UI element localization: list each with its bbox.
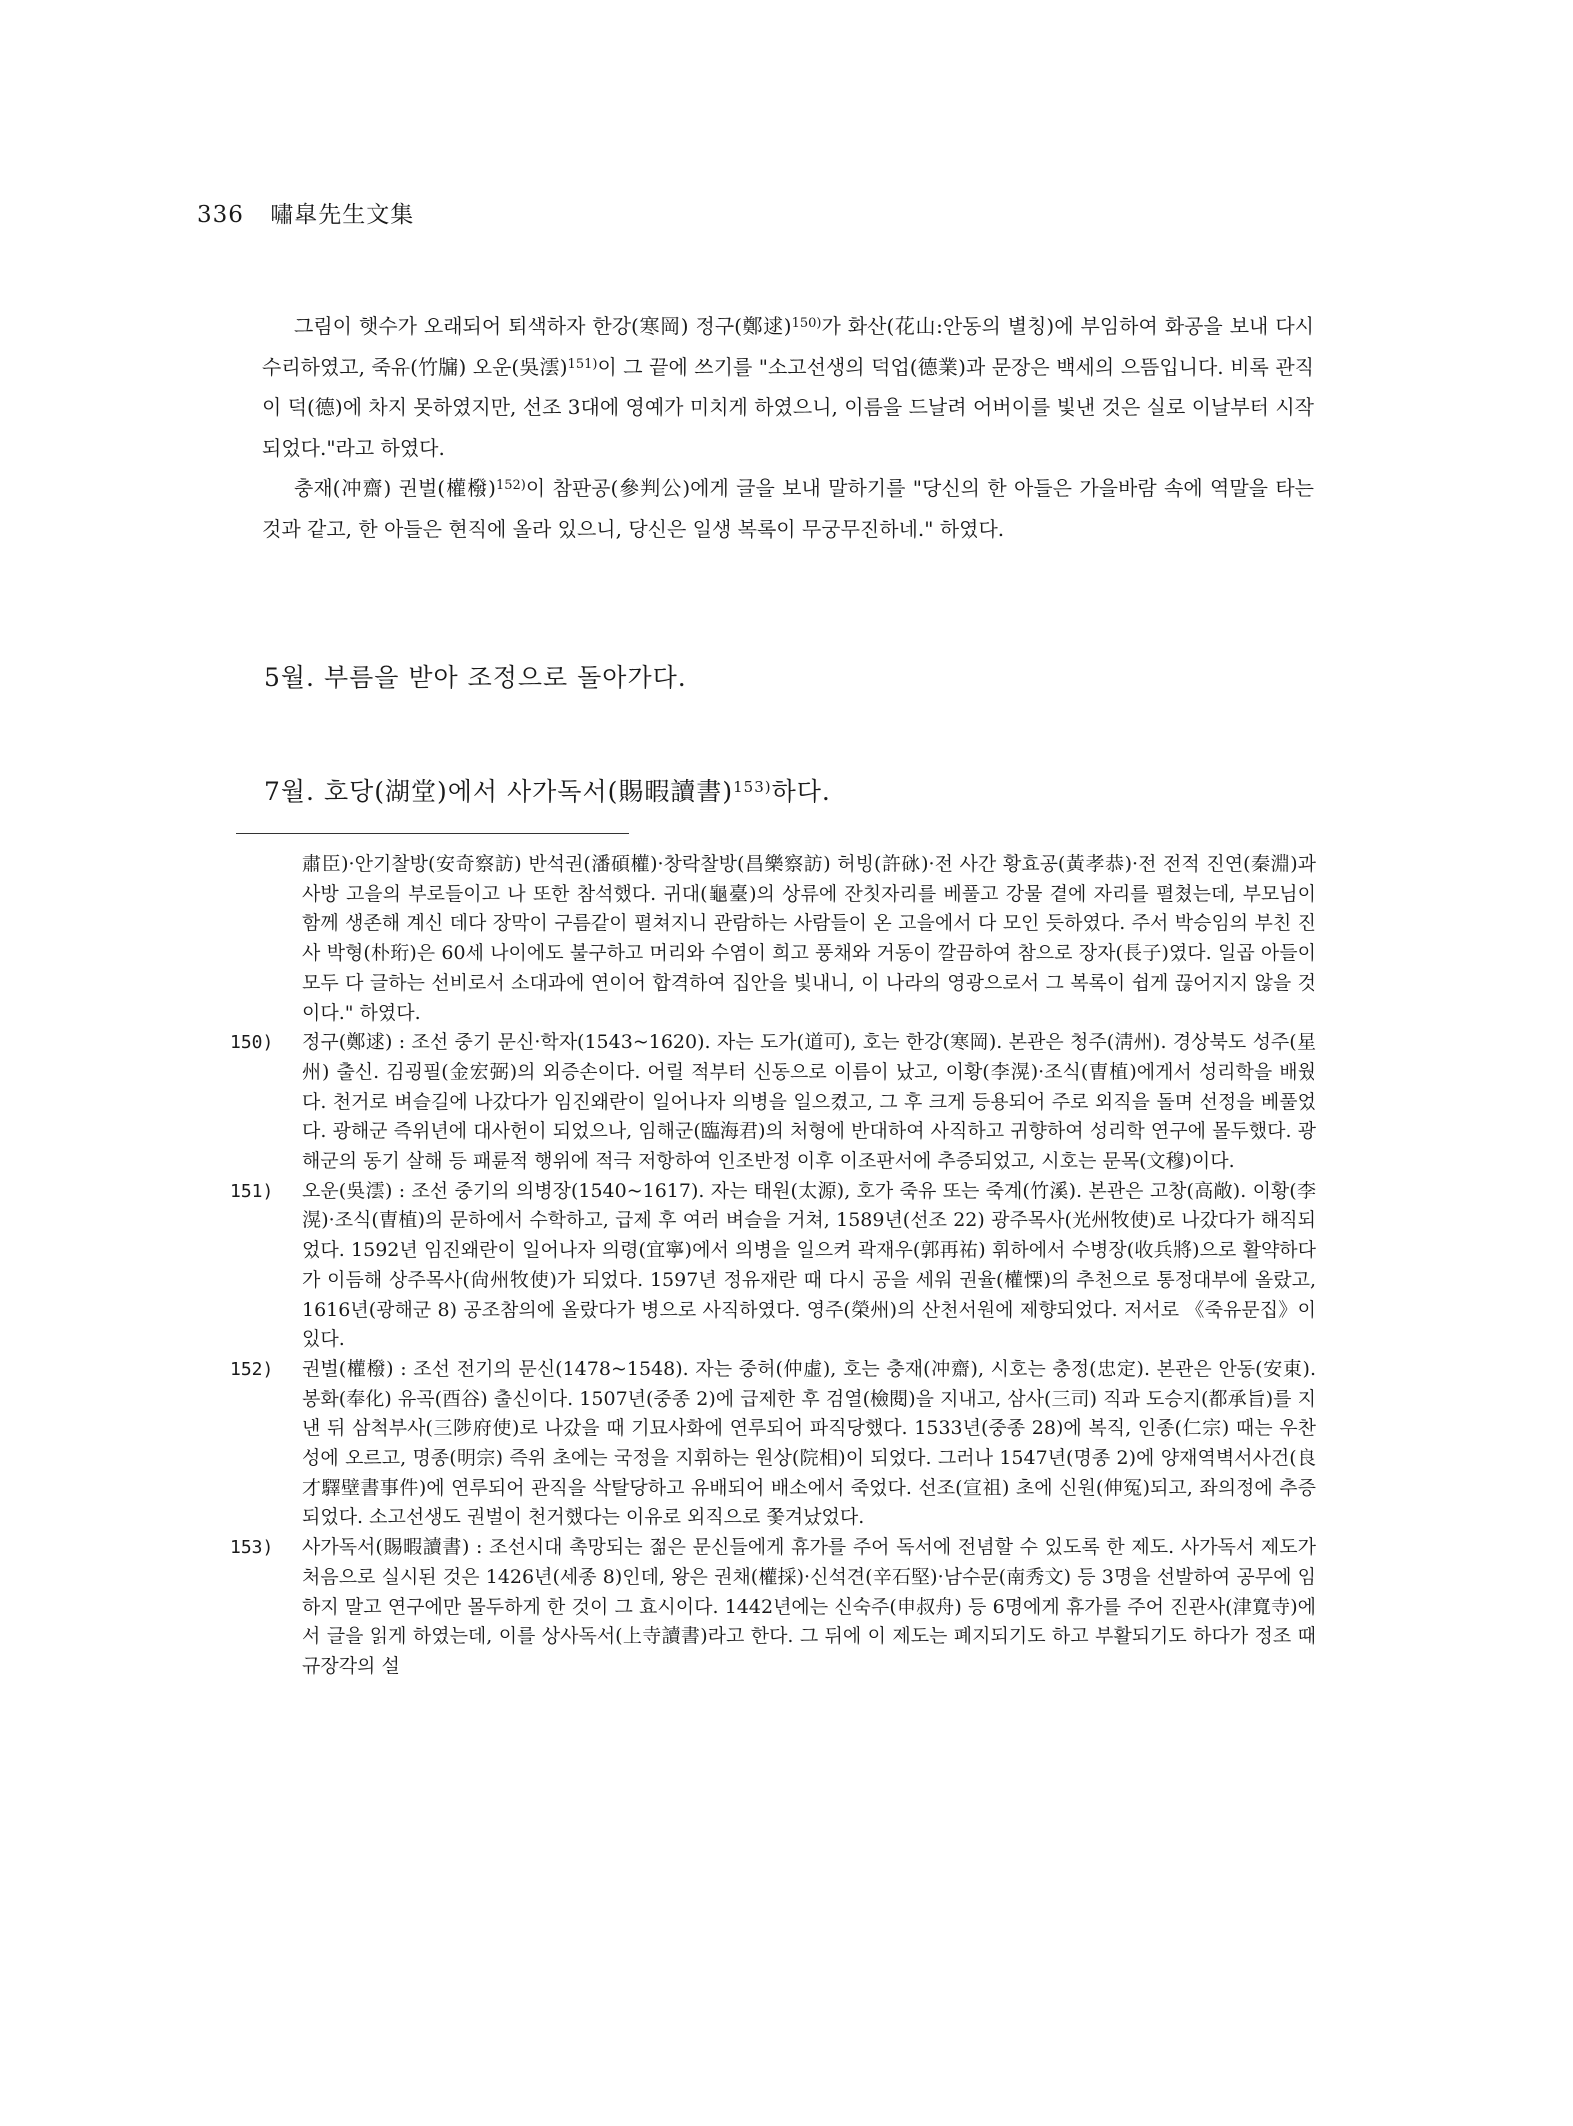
body-paragraph xyxy=(262,306,1314,468)
footnote-ref-151: 151) xyxy=(567,356,598,372)
footnote-ref-153: 153) xyxy=(733,778,772,796)
main-text xyxy=(262,306,1314,549)
footnote-divider xyxy=(236,833,629,834)
text-run: 하다. xyxy=(771,777,831,806)
text-run: 그림이 햇수가 오래되어 퇴색하자 한강(寒岡) 정구(鄭逑) xyxy=(294,314,792,338)
footnote-number: 151) xyxy=(230,1180,274,1202)
footnote-text: 오운(吳澐) : 조선 중기의 의병장(1540~1617). 자는 태원(太源), 호가 죽유 또는 죽계(竹溪). 본관은 고창(高敞). 이황(李滉)·조식(曺植)의 문하에서 수학하고, 급제 후 여러 벼슬을 거쳐, 1589년(선조 22) 광주목사(光州牧使)로 나갔다가 해직되었다. 1592년 임진왜란이 일어나자 의령(宜寧)에서 의병을 일으켜 곽재우(郭再祐) 휘하에서 수병장(收兵將)으로 활약하다가 이듬해 상주목사(尙州牧使)가 되었다. 1597년 정유재란 때 다시 공을 세워 권율(權慄)의 추천으로 통정대부에 올랐고, 1616년(광해군 8) 공조참의에 올랐다가 병으로 사직하였다. 영주(榮州)의 산천서원에 제향되었다. 저서로 《죽유문집》이 있다. xyxy=(302,1179,1316,1351)
footnote-ref-152: 152) xyxy=(495,478,526,493)
text-run: 이 그 끝에 쓰기를 "소고선생의 덕업(德業)과 문장은 백세의 으뜸입니다. 비록 관직이 덕(德)에 차지 못하였지만, 선조 3대에 영예가 미치게 하였으니, 이름을 드날려 어버이를 빛낸 것은 실로 이날부터 시작되었다."라고 하였다. xyxy=(262,354,1314,460)
footnote-151 xyxy=(230,1177,1316,1355)
footnote-text: 권벌(權橃) : 조선 전기의 문신(1478~1548). 자는 중허(仲虛), 호는 충재(冲齋), 시호는 충정(忠定). 본관은 안동(安東). 봉화(奉化) 유곡(酉谷) 출신이다. 1507년(중종 2)에 급제한 후 검열(檢閱)을 지내고, 삼사(三司) 직과 도승지(都承旨)를 지낸 뒤 삼척부사(三陟府使)로 나갔을 때 기묘사화에 연루되어 파직당했다. 1533년(중종 28)에 복직, 인종(仁宗) 때는 우찬성에 오르고, 명종(明宗) 즉위 초에는 국정을 지휘하는 원상(院相)이 되었다. 그러나 1547년(명종 2)에 양재역벽서사건(良才驛壁書事件)에 연루되어 관직을 삭탈당하고 유배되어 배소에서 죽었다. 선조(宣祖) 초에 신원(伸冤)되고, 좌의정에 추증되었다. 소고선생도 권벌이 천거했다는 이유로 외직으로 쫓겨났었다. xyxy=(302,1357,1316,1529)
text-run: 7월. 호당(湖堂)에서 사가독서(賜暇讀書) xyxy=(264,777,734,806)
section-heading-may: 5월. 부름을 받아 조정으로 돌아가다. xyxy=(264,663,687,692)
footnote-153 xyxy=(230,1533,1316,1682)
footnote-152 xyxy=(230,1355,1316,1533)
body-paragraph xyxy=(262,468,1314,549)
footnote-number: 150) xyxy=(230,1032,274,1054)
footnote-text: 정구(鄭逑) : 조선 중기 문신·학자(1543~1620). 자는 도가(道可), 호는 한강(寒岡). 본관은 청주(淸州). 경상북도 성주(星州) 출신. 김굉필(金宏弼)의 외증손이다. 어릴 적부터 신동으로 이름이 났고, 이황(李滉)·조식(曺植)에게서 성리학을 배웠다. 천거로 벼슬길에 나갔다가 임진왜란이 일어나자 의병을 일으켰고, 그 후 크게 등용되어 주로 외직을 돌며 선정을 베풀었다. 광해군 즉위년에 대사헌이 되었으나, 임해군(臨海君)의 처형에 반대하여 사직하고 귀향하여 성리학 연구에 몰두했다. 광해군의 동기 살해 등 패륜적 행위에 적극 저항하여 인조반정 이후 이조판서에 추증되었고, 시호는 문목(文穆)이다. xyxy=(302,1031,1316,1173)
page-number: 336 xyxy=(197,202,244,228)
footnotes xyxy=(230,850,1316,1682)
footnote-ref-150: 150) xyxy=(791,316,822,331)
footnote-continuation: 肅臣)·안기찰방(安奇察訪) 반석권(潘碩權)·창락찰방(昌樂察訪) 허빙(許砯)·전 사간 황효공(黃孝恭)·전 전적 진연(秦淵)과 사방 고을의 부로들이고 나 또한 참석했다. 귀대(龜臺)의 상류에 잔칫자리를 베풀고 강물 곁에 자리를 펼쳤는데, 부모님이 함께 생존해 계신 데다 장막이 구름같이 펼쳐지니 관람하는 사람들이 온 고을에서 다 모인 듯하였다. 주서 박승임의 부친 진사 박형(朴珩)은 60세 나이에도 불구하고 머리와 수염이 희고 풍채와 거동이 깔끔하여 참으로 장자(長子)였다. 일곱 아들이 모두 다 글하는 선비로서 소대과에 연이어 합격하여 집안을 빛내니, 이 나라의 영광으로서 그 복록이 쉽게 끊어지지 않을 것이다." 하였다. xyxy=(302,853,1316,1024)
footnote-number: 152) xyxy=(230,1358,274,1380)
running-header xyxy=(197,196,414,229)
text-run: 충재(冲齋) 권벌(權橃) xyxy=(294,476,496,500)
text-run: 이 참판공(參判公)에게 글을 보내 말하기를 "당신의 한 아들은 가을바람 속에 역말을 타는 것과 같고, 한 아들은 현직에 올라 있으니, 당신은 일생 복록이 무궁무진하네." 하였다. xyxy=(262,476,1314,541)
section-heading-july xyxy=(264,772,831,808)
footnote-number: 153) xyxy=(230,1537,274,1559)
book-title: 嘯皐先生文集 xyxy=(270,202,415,228)
text-run: 가 화산(花山:안동의 별칭)에 부임하여 화공을 보내 다시 수리하였고, 죽유(竹牖) 오운(吳澐) xyxy=(262,314,1314,379)
footnote-text: 사가독서(賜暇讀書) : 조선시대 촉망되는 젊은 문신들에게 휴가를 주어 독서에 전념할 수 있도록 한 제도. 사가독서 제도가 처음으로 실시된 것은 1426년(세종 8)인데, 왕은 권채(權採)·신석견(辛石堅)·남수문(南秀文) 등 3명을 선발하여 공무에 임하지 말고 연구에만 몰두하게 한 것이 그 효시이다. 1442년에는 신숙주(申叔舟) 등 6명에게 휴가를 주어 진관사(津寬寺)에서 글을 읽게 하였는데, 이를 상사독서(上寺讀書)라고 한다. 그 뒤에 이 제도는 폐지되기도 하고 부활되기도 하다가 정조 때 규장각의 설 xyxy=(302,1536,1316,1677)
footnote-150 xyxy=(230,1028,1316,1177)
